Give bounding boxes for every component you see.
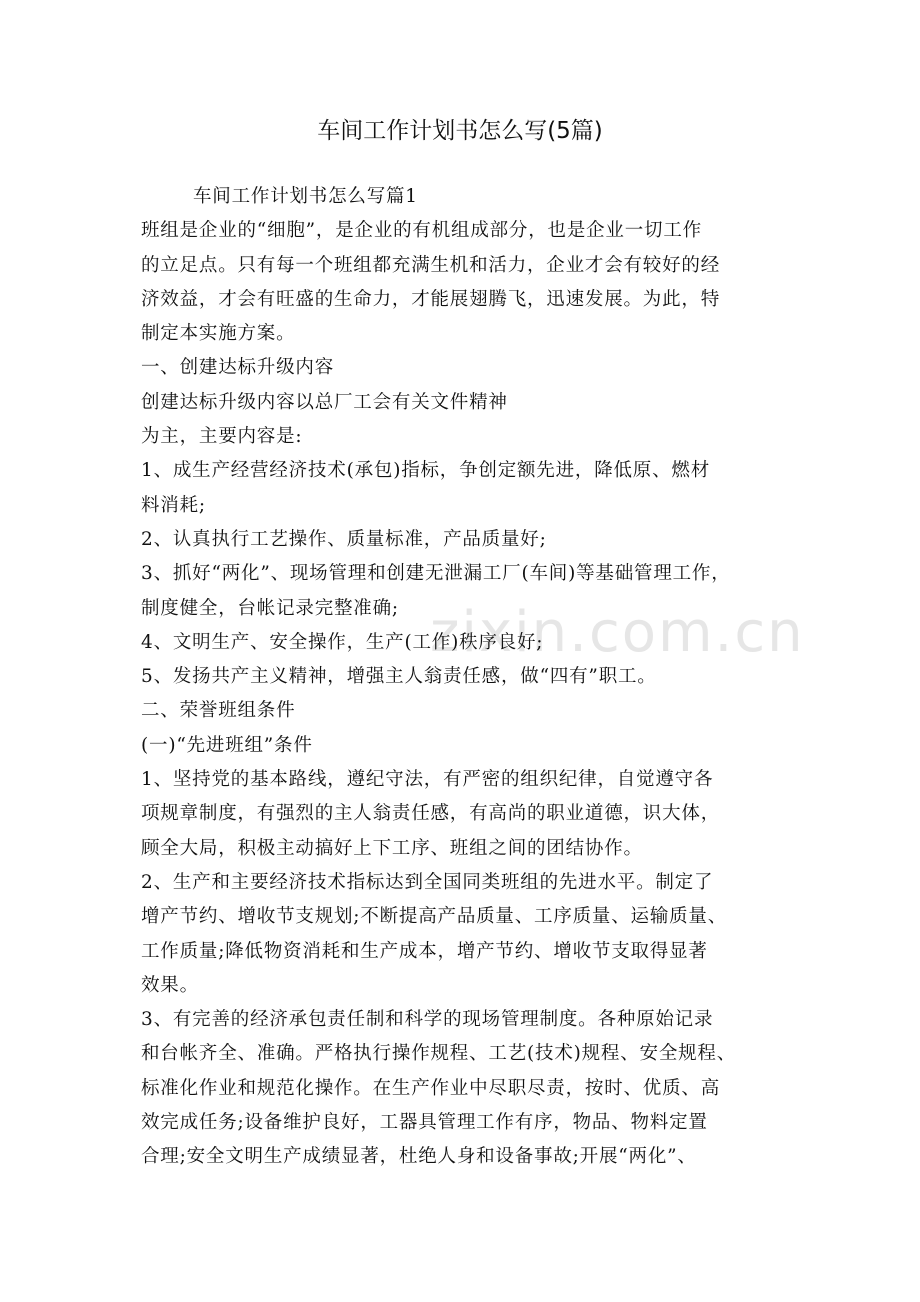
- list-item-line: 4、文明生产、安全操作，生产(工作)秩序良好;: [141, 631, 544, 653]
- list-item-line: 工作质量;降低物资消耗和生产成本，增产节约、增收节支取得显著: [141, 940, 708, 962]
- section-heading: 一、创建达标升级内容: [141, 357, 335, 379]
- list-item-line: 效完成任务;设备维护良好，工器具管理工作有序，物品、物料定置: [141, 1112, 708, 1134]
- list-item-line: 和台帐齐全、准确。严格执行操作规程、工艺(技术)规程、安全规程、: [141, 1043, 737, 1065]
- document-body: [141, 180, 796, 1175]
- list-item-line: 项规章制度，有强烈的主人翁责任感，有高尚的职业道德，识大体，: [141, 803, 721, 825]
- list-item-line: 料消耗;: [141, 494, 206, 516]
- list-item-line: 1、成生产经营经济技术(承包)指标，争创定额先进，降低原、燃材: [141, 460, 711, 482]
- watermark: zixin.com.cn: [430, 600, 805, 665]
- list-item-line: 增产节约、增收节支规划;不断提高产品质量、工序质量、运输质量、: [141, 906, 728, 928]
- list-item-line: 标准化作业和规范化操作。在生产作业中尽职尽责，按时、优质、高: [141, 1077, 721, 1099]
- list-item-line: 合理;安全文明生产成绩显著，杜绝人身和设备事故;开展“两化”、: [141, 1146, 697, 1168]
- subsection-heading: (一)“先进班组”条件: [141, 734, 313, 756]
- list-item-line: 2、认真执行工艺操作、质量标准，产品质量好;: [141, 528, 547, 550]
- paragraph-line: 为主，主要内容是:: [141, 426, 303, 448]
- paragraph-line: 的立足点。只有每一个班组都充满生机和活力，企业才会有较好的经: [141, 254, 721, 276]
- paragraph-line: 班组是企业的“细胞”，是企业的有机组成部分，也是企业一切工作: [141, 220, 702, 242]
- document-title: 车间工作计划书怎么写(5篇): [317, 118, 603, 144]
- section-heading: 二、荣誉班组条件: [141, 700, 296, 722]
- list-item-line: 制度健全，台帐记录完整准确;: [141, 597, 399, 619]
- paragraph-line: 济效益，才会有旺盛的生命力，才能展翅腾飞，迅速发展。为此，特: [141, 288, 721, 310]
- paragraph-line: 创建达标升级内容以总厂工会有关文件精神: [141, 391, 508, 413]
- list-item-line: 3、抓好“两化”、现场管理和创建无泄漏工厂(车间)等基础管理工作，: [141, 563, 731, 585]
- list-item-line: 顾全大局，积极主动搞好上下工序、班组之间的团结协作。: [141, 837, 643, 859]
- list-item-line: 效果。: [141, 974, 199, 996]
- section-heading: 车间工作计划书怎么写篇1: [193, 186, 418, 207]
- list-item-line: 2、生产和主要经济技术指标达到全国同类班组的先进水平。制定了: [141, 871, 714, 893]
- paragraph-line: 制定本实施方案。: [141, 323, 296, 345]
- list-item-line: 5、发扬共产主义精神，增强主人翁责任感，做“四有”职工。: [141, 666, 657, 688]
- list-item-line: 3、有完善的经济承包责任制和科学的现场管理制度。各种原始记录: [141, 1009, 714, 1031]
- list-item-line: 1、坚持党的基本路线，遵纪守法，有严密的组织纪律，自觉遵守各: [141, 769, 714, 791]
